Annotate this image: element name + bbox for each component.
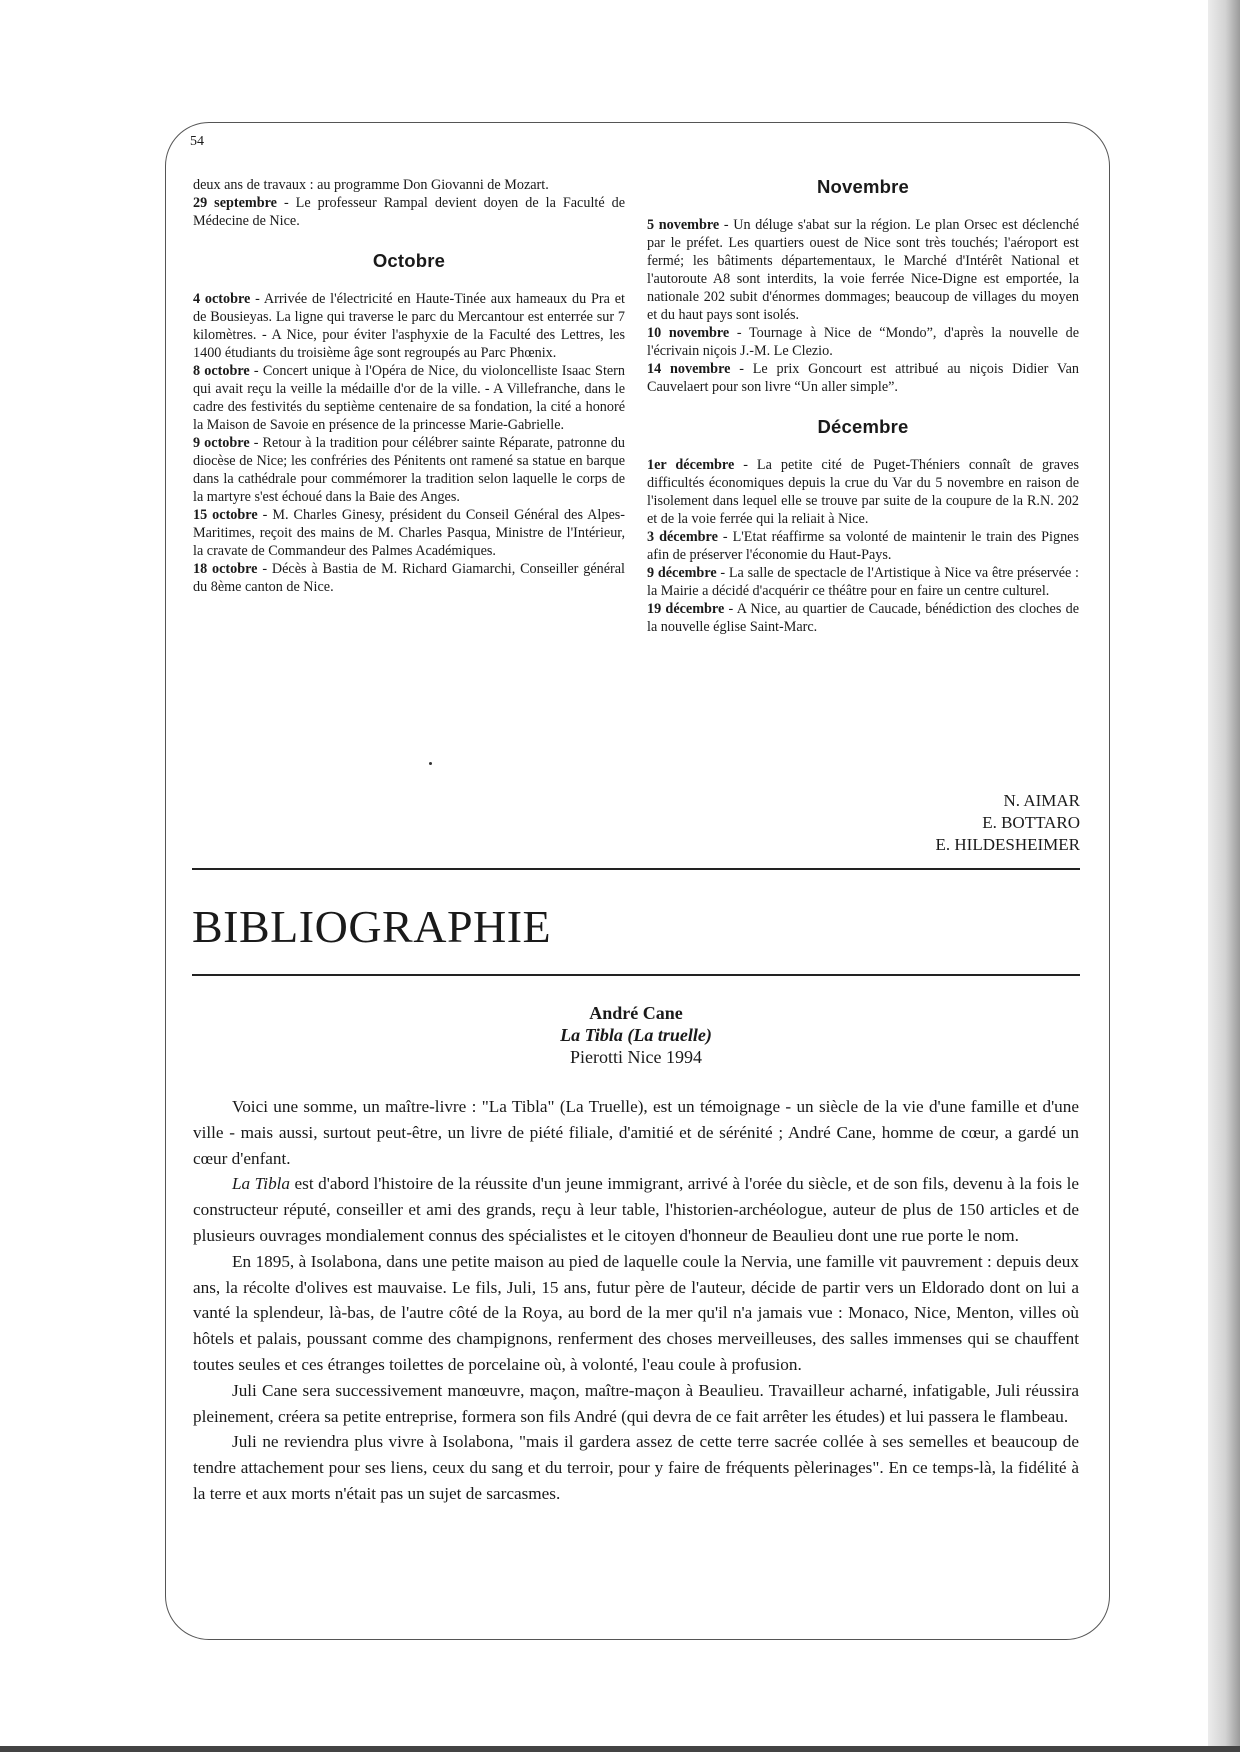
book-heading: [192, 1002, 1080, 1068]
left-column: [193, 176, 625, 596]
entry-text: - L'Etat réaffirme sa volonté de maintenir le train des Pignes afin de préserver l'économie du Haut-Pays.: [647, 529, 1080, 563]
entry-date: 8 octobre: [193, 363, 250, 379]
chronicle-entry: [193, 560, 625, 596]
book-title: La Tibla (La truelle): [560, 1025, 712, 1045]
entry-text: - La salle de spectacle de l'Artistique à Nice va être préservée : la Mairie a décidé d'acquérir ce théâtre pour en faire un centre culturel.: [647, 565, 1080, 599]
chronicle-entry: [193, 362, 625, 434]
section-rule-top: [192, 868, 1080, 870]
entry-text: - Concert unique à l'Opéra de Nice, du violoncelliste Isaac Stern qui avait reçu la veille la médaille d'or de la ville. - A Villefranche, dans le cadre des festivités du septième centenaire de sa fondation, la cité a honoré la Maison de Savoie en présence de la princesse Marie-Gabrielle.: [193, 363, 626, 433]
signature-line: N. AIMAR: [1003, 791, 1080, 810]
entry-text: - A Nice, au quartier de Caucade, bénédiction des cloches de la nouvelle église Saint-Marc.: [647, 601, 1080, 635]
chronicle-entry: [193, 506, 625, 560]
entry-date: 15 octobre: [193, 507, 258, 523]
entry-text: - Le professeur Rampal devient doyen de la Faculté de Médecine de Nice.: [193, 195, 626, 229]
book-review: [193, 1094, 1079, 1507]
section-title: BIBLIOGRAPHIE: [192, 901, 552, 952]
entry-date: 9 décembre: [647, 565, 717, 581]
signature-line: E. BOTTARO: [982, 813, 1080, 832]
book-publisher: Pierotti Nice 1994: [570, 1047, 702, 1067]
entry-date: 19 décembre: [647, 601, 725, 617]
review-paragraph: Juli ne reviendra plus vivre à Isolabona, "mais il gardera assez de cette terre sacrée collée à ses semelles et beaucoup de tendre attachement pour ses liens, ceux du sang et du terroir, pour y faire de fréquents pèlerinages". En ce temps-là, la fidélité à la terre et aux morts n'était pas un sujet de sarcasmes.: [193, 1432, 1079, 1503]
chronicle-entry: [193, 194, 625, 230]
inline-book-title: La Tibla: [232, 1174, 291, 1194]
month-heading-decembre: Décembre: [817, 416, 909, 437]
month-heading-novembre: Novembre: [816, 176, 910, 197]
chronicle-entry: [647, 564, 1079, 600]
signature-line: E. HILDESHEIMER: [935, 835, 1080, 854]
entry-text: - Arrivée de l'électricité en Haute-Tinée aux hameaux du Pra et de Bousieyas. La ligne qui traverse le parc du Mercantour est enterrée sur 7 kilomètres. - A Nice, pour éviter l'asphyxie de la Faculté des Lettres, les 1400 étudiants du troisième âge sont regroupés au Parc Phœnix.: [193, 291, 625, 361]
entry-text: - Retour à la tradition pour célébrer sainte Réparate, patronne du diocèse de Nice; les confréries des Pénitents ont ramené sa statue en barque dans la cathédrale pour commémorer la tradition selon laquelle le corps de la martyre s'est échoué dans la Baie des Anges.: [193, 435, 626, 505]
entry-text: - Tournage à Nice de “Mondo”, d'après la nouvelle de l'écrivain niçois J.-M. Le Clezio.: [647, 325, 1079, 359]
entry-text: - Un déluge s'abat sur la région. Le plan Orsec est déclenché par le préfet. Les quartiers ouest de Nice sont très touchés; l'aéroport est fermé; les bâtiments départementaux, le Marché d'Intérêt National et l'autoroute A8 sont interdits, la voie ferrée Nice-Digne est emportée, la nationale 202 subit d'énormes dommages; beaucoup de villages du moyen et du haut pays sont isolés.: [647, 217, 1080, 323]
entry-date: 18 octobre: [193, 561, 258, 577]
entry-date: 29 septembre: [193, 195, 277, 211]
book-author: André Cane: [589, 1003, 683, 1023]
chronicle-entry: [647, 216, 1079, 324]
chronicle-entry: [647, 324, 1079, 360]
chronicle-entry: [193, 290, 625, 362]
author-signatures: [936, 790, 1080, 856]
right-column: [647, 176, 1079, 636]
page-number: 54: [190, 134, 204, 149]
review-paragraph: En 1895, à Isolabona, dans une petite maison au pied de laquelle coule la Nervia, une famille vit pauvrement : depuis deux ans, la récolte d'olives est mauvaise. Le fils, Juli, 15 ans, futur père de l'auteur, décide de partir vers un Eldorado dont on lui a vanté la splendeur, là-bas, de l'autre côté de la Roya, au bord de la mer qu'il n'a jamais vue : Monaco, Nice, Menton, villes où hôtels et palais, poussant comme des champignons, renferment des choses merveilleuses, des salles immenses qui se chauffent toutes seules et ces étranges toilettes de porcelaine où, à volonté, l'eau coule à profusion.: [193, 1251, 1079, 1374]
entry-date: 4 octobre: [193, 291, 251, 307]
chronicle-entry: [647, 360, 1079, 396]
entry-date: 1er décembre: [647, 457, 735, 473]
scan-bottom-edge: [0, 1746, 1240, 1752]
entry-date: 9 octobre: [193, 435, 250, 451]
entry-date: 14 novembre: [647, 361, 731, 377]
intro-text: deux ans de travaux : au programme Don Giovanni de Mozart.: [193, 177, 549, 193]
review-paragraph: Juli Cane sera successivement manœuvre, maçon, maître-maçon à Beaulieu. Travailleur acharné, infatigable, Juli réussira pleinement, créera sa petite entreprise, formera son fils André (qui devra de ce fait arrêter les études) et lui passera le flambeau.: [193, 1380, 1079, 1426]
entry-text: - La petite cité de Puget-Théniers connaît de graves difficultés économiques depuis la crue du Var du 5 novembre en raison de l'isolement dans lequel elle se trouve par suite de la coupure de la R.N. 202 et de la voie ferrée qui la reliait à Nice.: [647, 457, 1079, 527]
month-heading-octobre: Octobre: [372, 250, 446, 271]
stray-dot: [429, 762, 432, 765]
entry-text: - M. Charles Ginesy, président du Conseil Général des Alpes-Maritimes, reçoit des mains de M. Charles Pasqua, Ministre de l'Intérieur, la cravate de Commandeur des Palmes Académiques.: [193, 507, 626, 559]
review-paragraph: Voici une somme, un maître-livre : "La Tibla" (La Truelle), est un témoignage - un siècle de la vie d'une famille et d'une ville - mais aussi, surtout peut-être, un livre de piété filiale, d'amitié et de sérénité ; André Cane, homme de cœur, a gardé un cœur d'enfant.: [193, 1097, 1079, 1168]
entry-date: 3 décembre: [647, 529, 718, 545]
chronicle-entry: [647, 456, 1079, 528]
chronicle-entry: [647, 528, 1079, 564]
chronicle-entry: [193, 434, 625, 506]
entry-text: - Le prix Goncourt est attribué au niçois Didier Van Cauvelaert pour son livre “Un aller simple”.: [647, 361, 1079, 395]
chronicle-entry: [647, 600, 1079, 636]
entry-date: 10 novembre: [647, 325, 730, 341]
entry-date: 5 novembre: [647, 217, 720, 233]
page-edge-shadow: [1208, 0, 1240, 1752]
review-paragraph: La Tibla est d'abord l'histoire de la réussite d'un jeune immigrant, arrivé à l'orée du siècle, et de son fils, devenu à la fois le constructeur réputé, conseiller et ami des grands, reçu à leur table, l'historien-archéologue, auteur de plus de 150 articles et de plusieurs ouvrages mondialement connus des spécialistes et le citoyen d'honneur de Beaulieu dont une rue porte le nom.: [193, 1174, 1079, 1245]
entry-text: - Décès à Bastia de M. Richard Giamarchi, Conseiller général du 8ème canton de Nice.: [193, 561, 625, 595]
section-rule-bottom: [192, 974, 1080, 976]
